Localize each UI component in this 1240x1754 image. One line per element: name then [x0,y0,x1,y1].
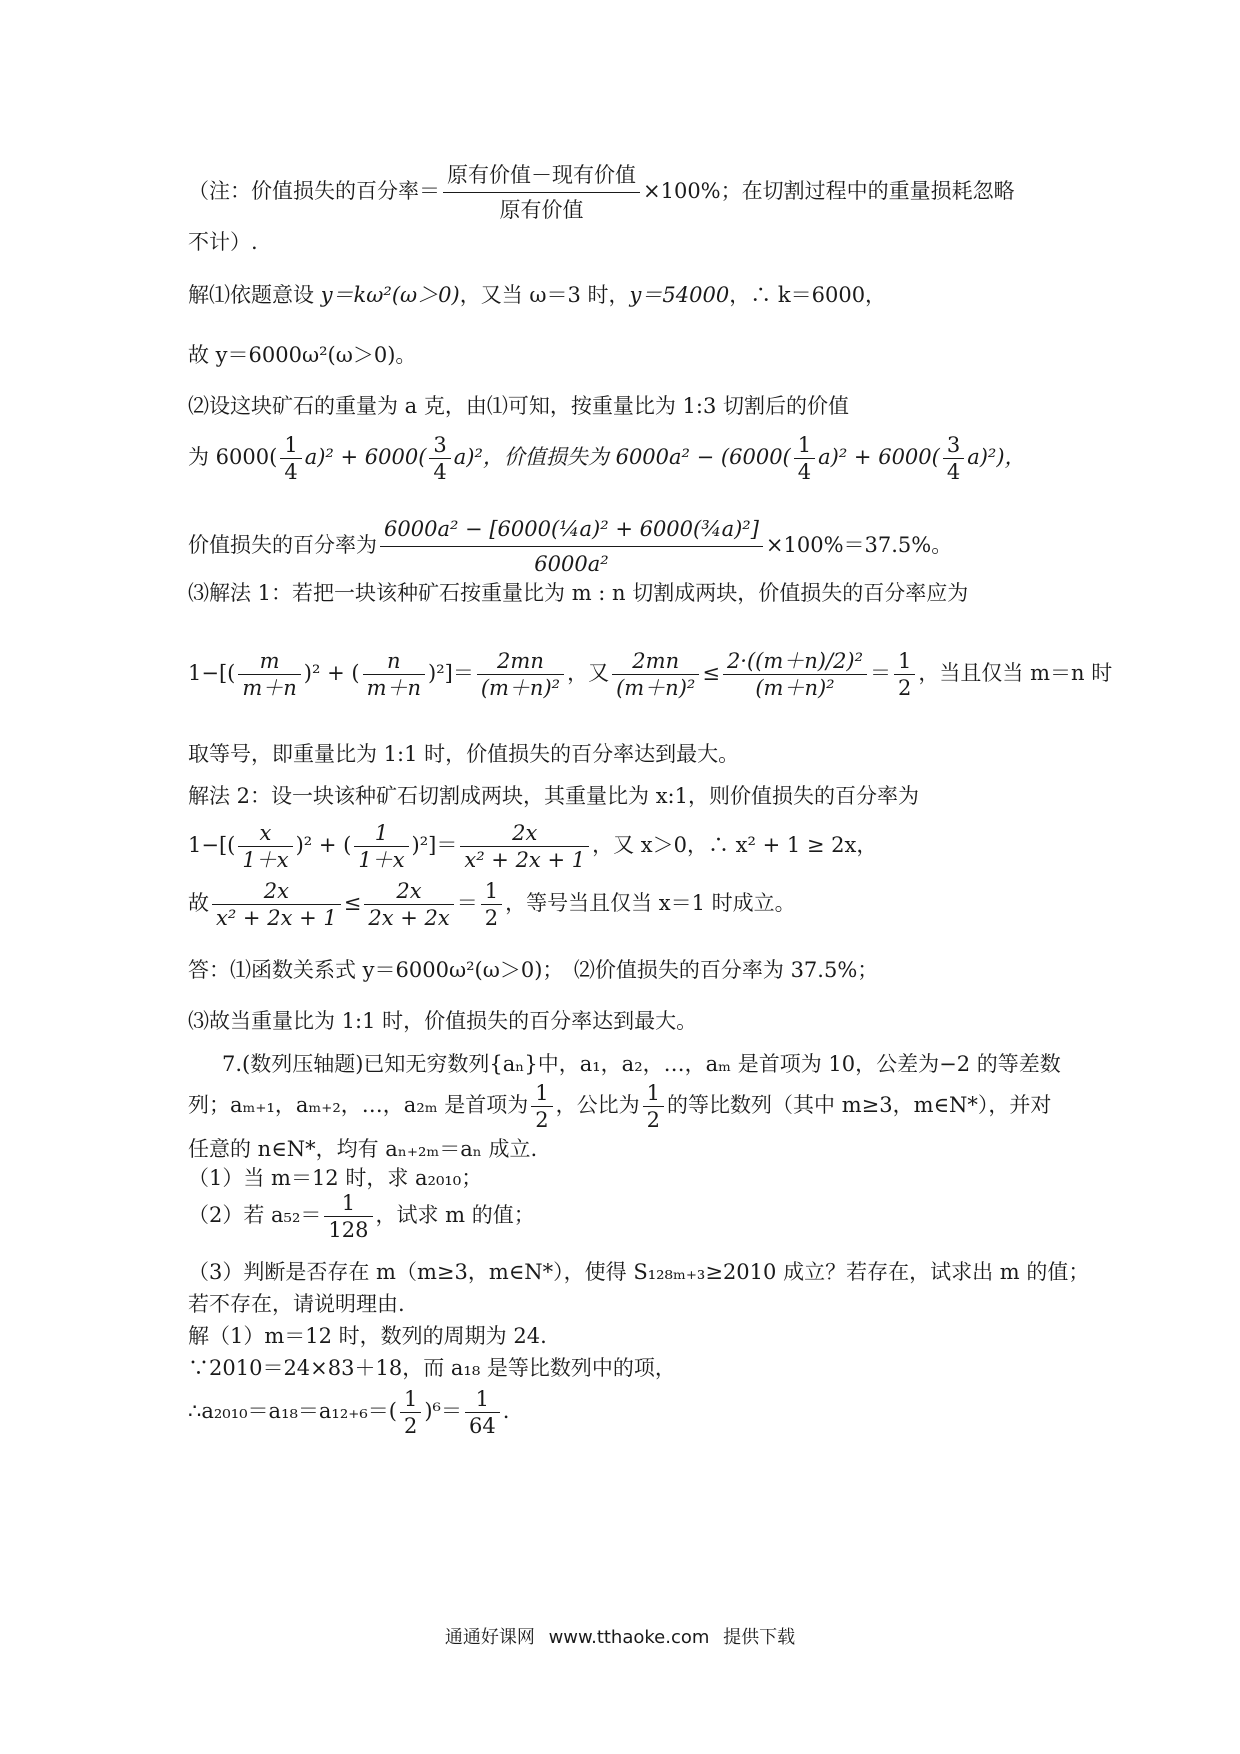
num: 2·((m＋n)/2)² [723,648,867,675]
text: ，公比为 [555,1093,640,1117]
num: 2x [212,878,341,905]
text: ，试求 m 的值； [375,1203,535,1227]
text: 的等比数列（其中 m≥3，m∈N*），并对 [667,1093,1052,1117]
loss-rate-fraction [380,512,763,581]
text: . [502,1399,510,1423]
num: 3 [943,432,964,459]
den: 2 [898,676,912,700]
frac [477,648,564,701]
text: ＝ [456,891,478,915]
frac [364,878,453,931]
text: a)² + 6000( [818,445,940,469]
fraction-quarter [280,432,301,485]
frac [324,1190,372,1243]
text: a)²，价值损失为 6000a² − (6000( [453,445,791,469]
frac [238,648,300,701]
solution-1-line [188,279,1060,311]
solution-3-line-6 [188,878,1060,931]
den: 2 [403,1414,418,1438]
num: 6000a² − [6000(¼a)² + 6000(¾a)²] [380,512,763,547]
den: 2x + 2x [368,906,450,930]
question-7-line-1: 7.(数列压轴题)已知无穷数列{aₙ}中，a₁，a₂，…，aₘ 是首项为 10，公差为−2 的等差数 [222,1052,1061,1076]
den: (m＋n)² [480,676,561,700]
question-7-part-2 [188,1190,1060,1243]
footer-tail: 提供下载 [723,1627,796,1648]
text: 为 6000( [188,445,278,469]
note-suffix: ×100%；在切割过程中的重量损耗忽略 [643,179,1015,203]
question-7-part-1: （1）当 m＝12 时，求 a₂₀₁₀； [188,1166,483,1190]
frac [723,648,867,701]
text: 解⑴依题意设 [188,283,321,307]
frac [400,1386,421,1439]
den: 4 [797,460,812,484]
frac [531,1080,552,1133]
den: 2 [535,1108,549,1132]
text: 1−[( [188,833,236,857]
solution-3-line-4: 解法 2：设一块该种矿石切割成两块，其重量比为 x:1，则价值损失的百分率为 [188,784,919,808]
num: x [238,820,292,847]
num: 1 [531,1080,552,1107]
num: 2mn [612,648,699,675]
num: 1 [794,432,815,459]
den: 128 [328,1218,369,1242]
solution-2-line-1: ⑵设这块矿石的重量为 a 克，由⑴可知，按重量比为 1:3 切割后的价值 [188,394,850,418]
num: 1 [643,1080,664,1107]
num: 3 [429,432,450,459]
text: ，又 x＞0，∴ x² + 1 ≥ 2x， [592,833,878,857]
text: 1−[( [188,661,236,685]
note-fraction-numerator: 原有价值－现有价值 [443,158,640,193]
den: 4 [946,460,961,484]
footer-brand: 通通好课网 [444,1627,535,1648]
text: )² + ( [303,661,360,685]
frac [894,648,915,701]
num: 1 [481,878,502,905]
solution-2-line-2 [188,432,1060,485]
question-7-part-3-cont: 若不存在，请说明理由. [188,1292,405,1316]
note-fraction [443,158,640,227]
num: 2x [364,878,453,905]
text: a)² + 6000( [304,445,427,469]
den: (m＋n)² [616,676,696,700]
text: ≤ [343,891,362,915]
question-7-solution-3 [188,1386,1060,1439]
frac [238,820,292,873]
num: m [238,648,300,675]
text: ，又当 ω＝3 时， [459,283,630,307]
solution-3-line-3: 取等号，即重量比为 1:1 时，价值损失的百分率达到最大。 [188,742,740,766]
page-footer [0,1623,1240,1649]
text: )⁶＝ [424,1399,462,1423]
den: 2 [484,906,499,930]
den: 1＋x [242,848,289,872]
text: ，等号当且仅当 x＝1 时成立。 [505,891,796,915]
num: 1 [465,1386,500,1413]
num: 1 [354,820,408,847]
text: （2）若 a₅₂＝ [188,1203,322,1227]
frac [481,878,502,931]
den: m＋n [366,676,422,700]
den: x² + 2x + 1 [216,906,337,930]
text: )²]＝ [428,661,474,685]
den: 6000a² [534,552,609,576]
text: ，当且仅当 m＝n 时 [918,661,1113,685]
den: 2 [646,1108,661,1132]
frac [465,1386,500,1439]
text: 价值损失的百分率为 [188,533,377,557]
num: n [363,648,425,675]
num: 2x [460,820,589,847]
question-7-solution-1: 解（1）m＝12 时，数列的周期为 24. [188,1324,547,1348]
frac [643,1080,664,1133]
text: ，又 [567,661,610,685]
solution-3-line-5 [188,820,1060,873]
fraction-three-quarter [429,432,450,485]
num: 2mn [477,648,564,675]
note-fraction-denominator: 原有价值 [499,198,584,222]
note-prefix: （注：价值损失的百分率＝ [188,179,440,203]
frac [212,878,341,931]
frac [612,648,699,701]
question-7-solution-2: ∵2010＝24×83＋18，而 a₁₈ 是等比数列中的项， [188,1356,676,1380]
num: 1 [400,1386,421,1413]
formula: y＝kω²(ω＞0) [320,283,460,307]
formula: y＝54000 [629,283,730,307]
question-7-line-2 [188,1080,1060,1133]
text: a)²)， [967,445,1026,469]
note-line-2: 不计）. [188,230,258,254]
text: )² + ( [295,833,352,857]
footer-url[interactable]: www.tthaoke.com [548,1627,710,1648]
note-line [188,158,1060,227]
answer-line-2: ⑶故当重量比为 1:1 时，价值损失的百分率达到最大。 [188,1009,698,1033]
den: x² + 2x + 1 [464,848,586,872]
text: )²]＝ [411,833,458,857]
fraction-quarter-2 [794,432,815,485]
text: ∴a₂₀₁₀＝a₁₈＝a₁₂₊₆＝( [188,1399,397,1423]
text: ≤ [702,661,720,685]
den: m＋n [242,676,297,700]
question-7-part-3: （3）判断是否存在 m（m≥3，m∈N*），使得 S₁₂₈ₘ₊₃≥2010 成立？若存在，试求出 m 的值； [188,1260,1090,1284]
answer-line-1: 答：⑴函数关系式 y＝6000ω²(ω＞0)； ⑵价值损失的百分率为 37.5%； [188,958,879,982]
solution-2-line-3 [188,512,1060,581]
text: ×100%＝37.5%。 [765,533,953,557]
question-7-line-3: 任意的 n∈N*，均有 aₙ₊₂ₘ＝aₙ 成立. [188,1137,538,1161]
den: 64 [468,1414,496,1438]
den: 1＋x [358,848,405,872]
text: 列；aₘ₊₁，aₘ₊₂，…，a₂ₘ 是首项为 [188,1093,529,1117]
frac [354,820,408,873]
den: 4 [433,460,447,484]
num: 1 [894,648,915,675]
den: (m＋n)² [755,676,835,700]
text: ，∴ k＝6000， [729,283,887,307]
frac [363,648,425,701]
num: 1 [280,432,301,459]
num: 1 [324,1190,372,1217]
solution-3-line-2 [188,648,1113,701]
solution-3-line-1: ⑶解法 1：若把一块该种矿石按重量比为 m : n 切割成两块，价值损失的百分率应为 [188,581,969,605]
fraction-three-quarter-2 [943,432,964,485]
frac [460,820,589,873]
den: 4 [284,460,298,484]
text: ＝ [870,661,892,685]
text: 故 [188,891,209,915]
solution-1-line-2: 故 y＝6000ω²(ω＞0)。 [188,343,417,367]
